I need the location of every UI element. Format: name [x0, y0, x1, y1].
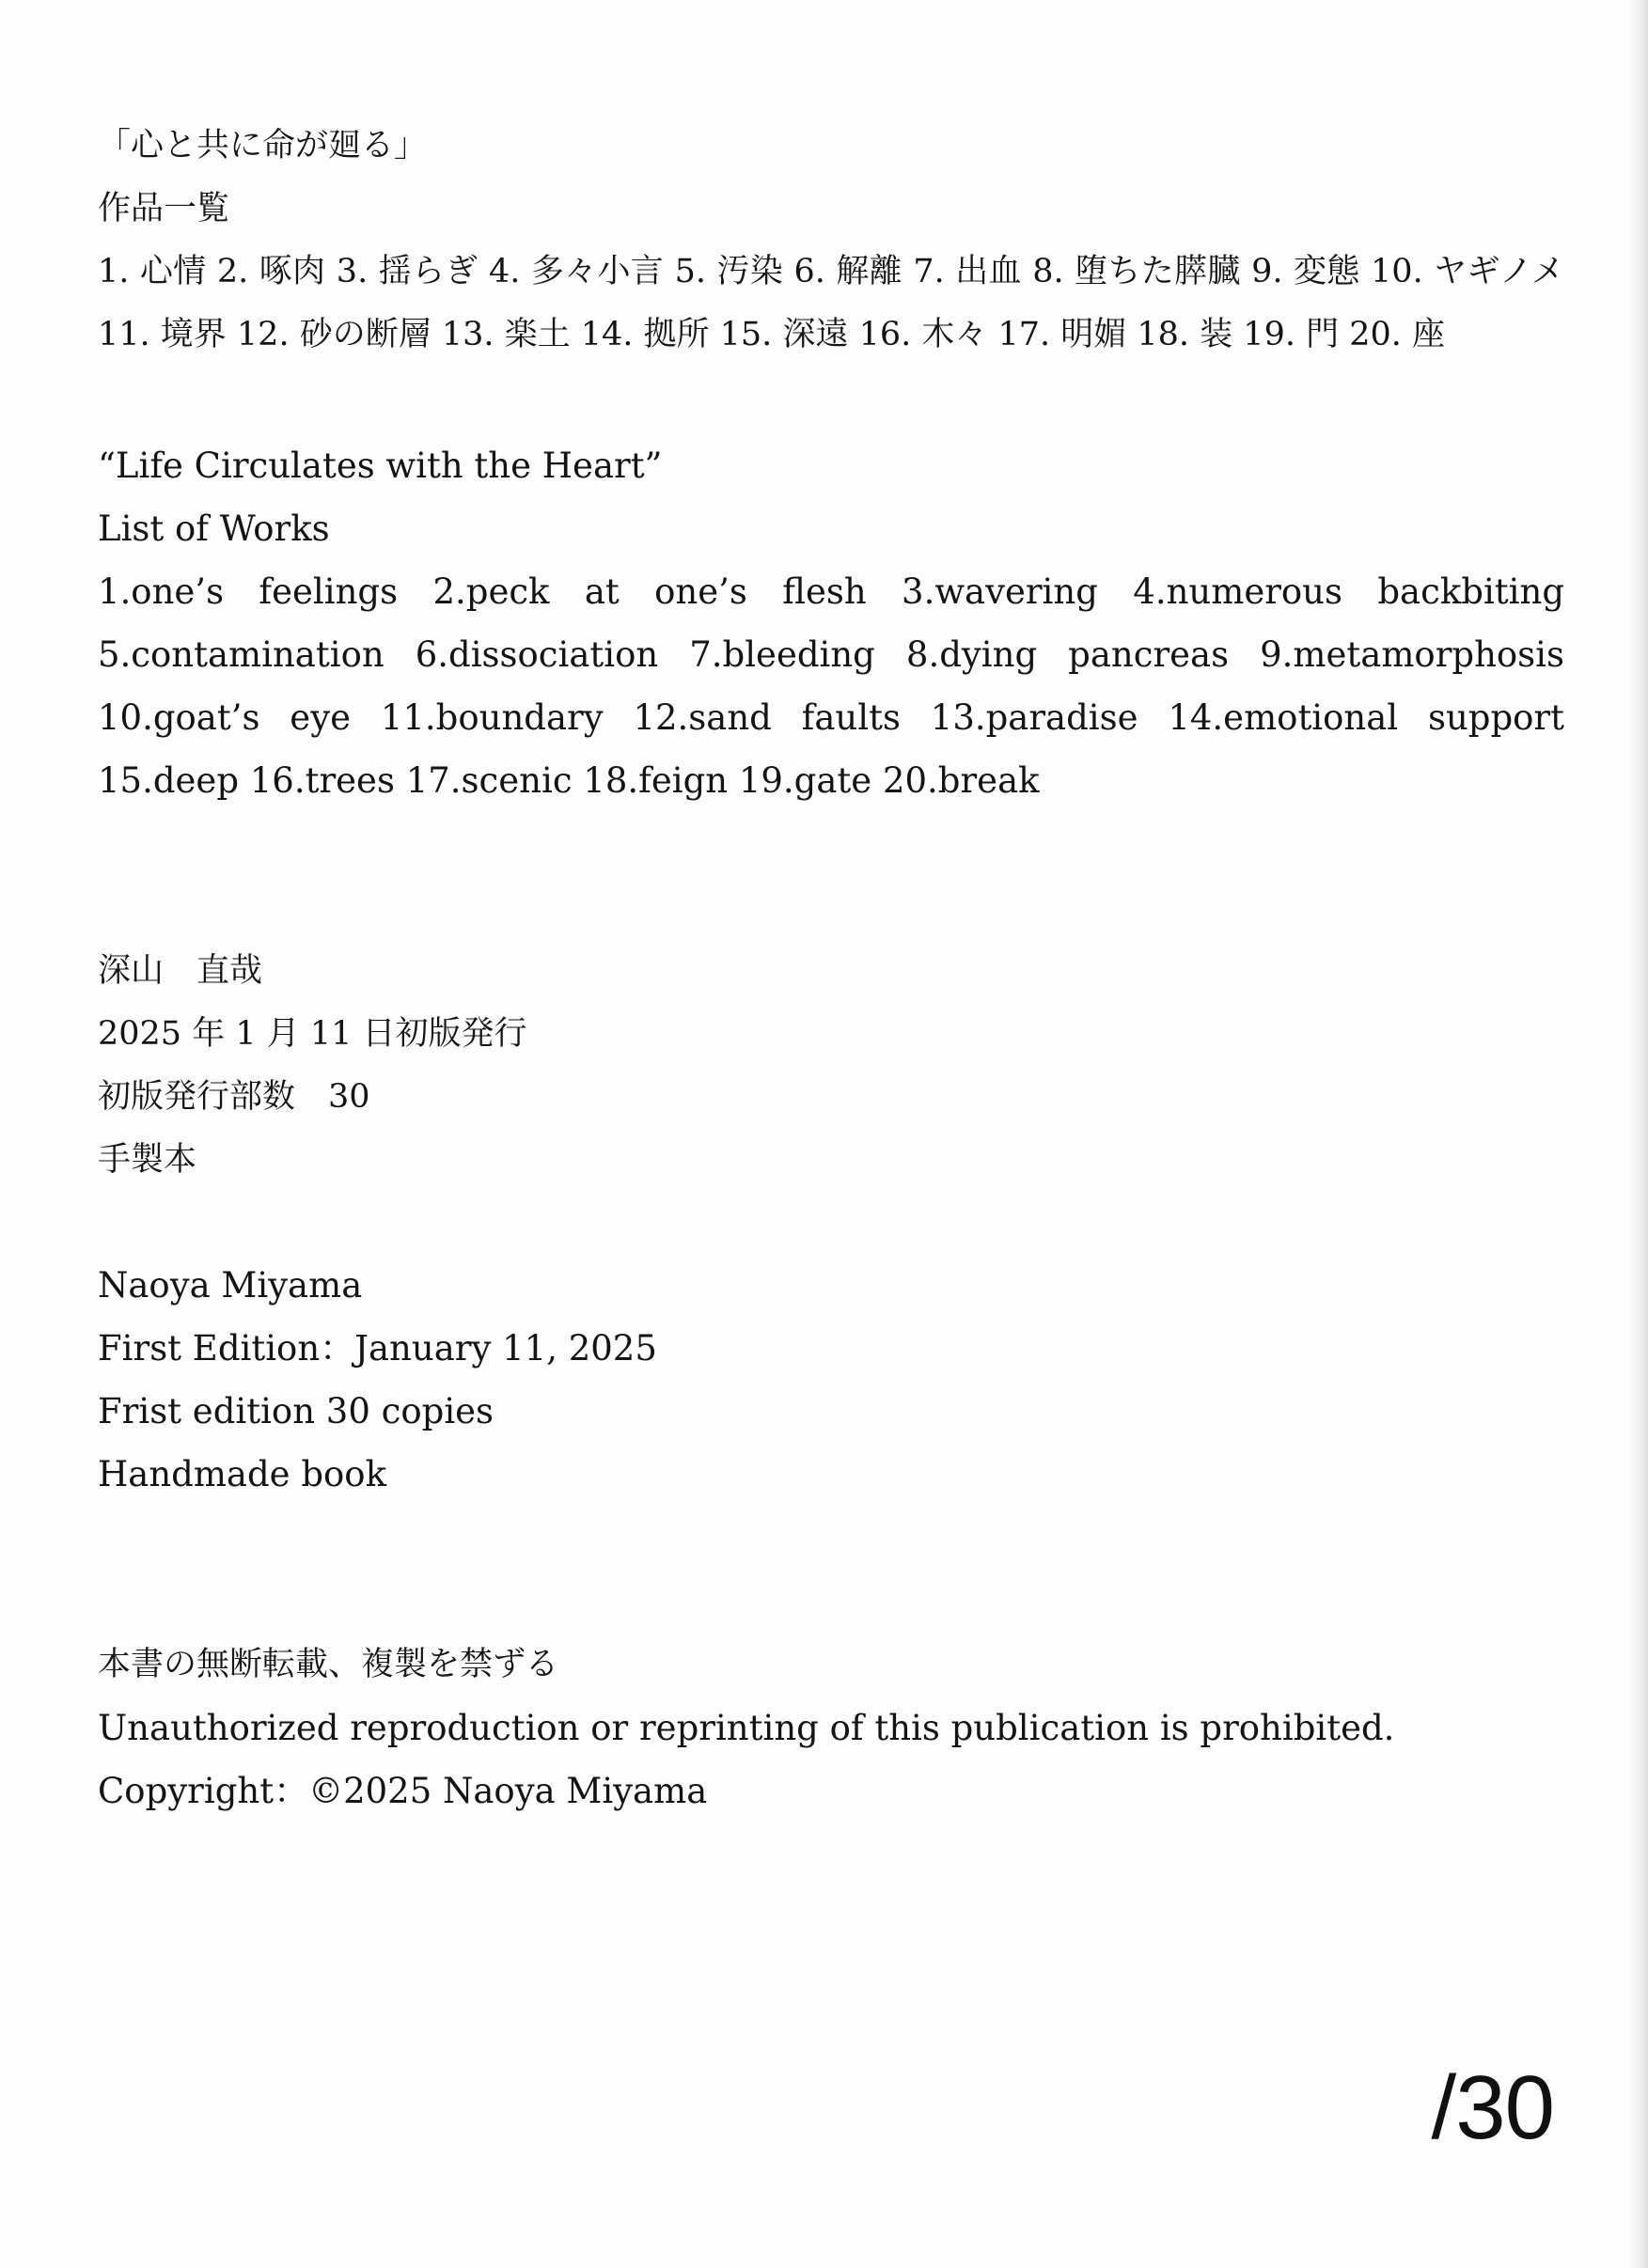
japanese-works-list [98, 115, 1564, 367]
english-title: “Life Circulates with the Heart” [98, 446, 663, 486]
japanese-publication-date: 2025 年 1 月 11 日初版発行 [98, 1015, 527, 1053]
english-rights-notice: Unauthorized reproduction or reprinting of this publication is prohibited. [98, 1708, 1395, 1748]
copyright-line: Copyright：©2025 Naoya Miyama [98, 1771, 708, 1811]
japanese-author: 深山 直哉 [98, 952, 263, 990]
japanese-title: 「心と共に命が廻る」 [98, 127, 428, 164]
japanese-colophon [98, 940, 1564, 1192]
edition-number: /30 [1431, 2057, 1554, 2158]
english-publication-date: First Edition：January 11, 2025 [98, 1328, 657, 1369]
english-list-heading: List of Works [98, 508, 330, 549]
english-colophon [98, 1254, 1564, 1506]
japanese-list-heading: 作品一覧 [98, 190, 230, 227]
page-edge-shadow [1627, 0, 1648, 2268]
japanese-copy-count: 初版発行部数 30 [98, 1078, 370, 1116]
english-works-list [98, 434, 1564, 812]
english-copy-count: Frist edition 30 copies [98, 1391, 494, 1431]
english-binding: Handmade book [98, 1454, 386, 1494]
english-works: 1.one’s feelings 2.peck at one’s flesh 3.wavering 4.numerous backbiting 5.contamination 6.dissociation 7.bleeding 8.dying pancreas 9.metamorphosis 10.goat’s eye 11.boundary 12.sand faults 13.paradise 14.emotional support 15.deep 16.trees 17.scenic 18.feign 19.gate 20.break [98, 571, 1564, 801]
japanese-binding: 手製本 [98, 1141, 197, 1179]
english-author: Naoya Miyama [98, 1265, 363, 1306]
japanese-works: 1. 心情 2. 啄肉 3. 揺らぎ 4. 多々小言 5. 汚染 6. 解離 7. 出血 8. 堕ちた膵臓 9. 変態 10. ヤギノメ 11. 境界 12. 砂の断層 13. 楽土 14. 拠所 15. 深遠 16. 木々 17. 明媚 18. 装 19. 門 20. 座 [98, 253, 1564, 353]
japanese-rights-notice: 本書の無断転載、複製を禁ずる [98, 1646, 559, 1683]
rights-notice [98, 1634, 1564, 1822]
